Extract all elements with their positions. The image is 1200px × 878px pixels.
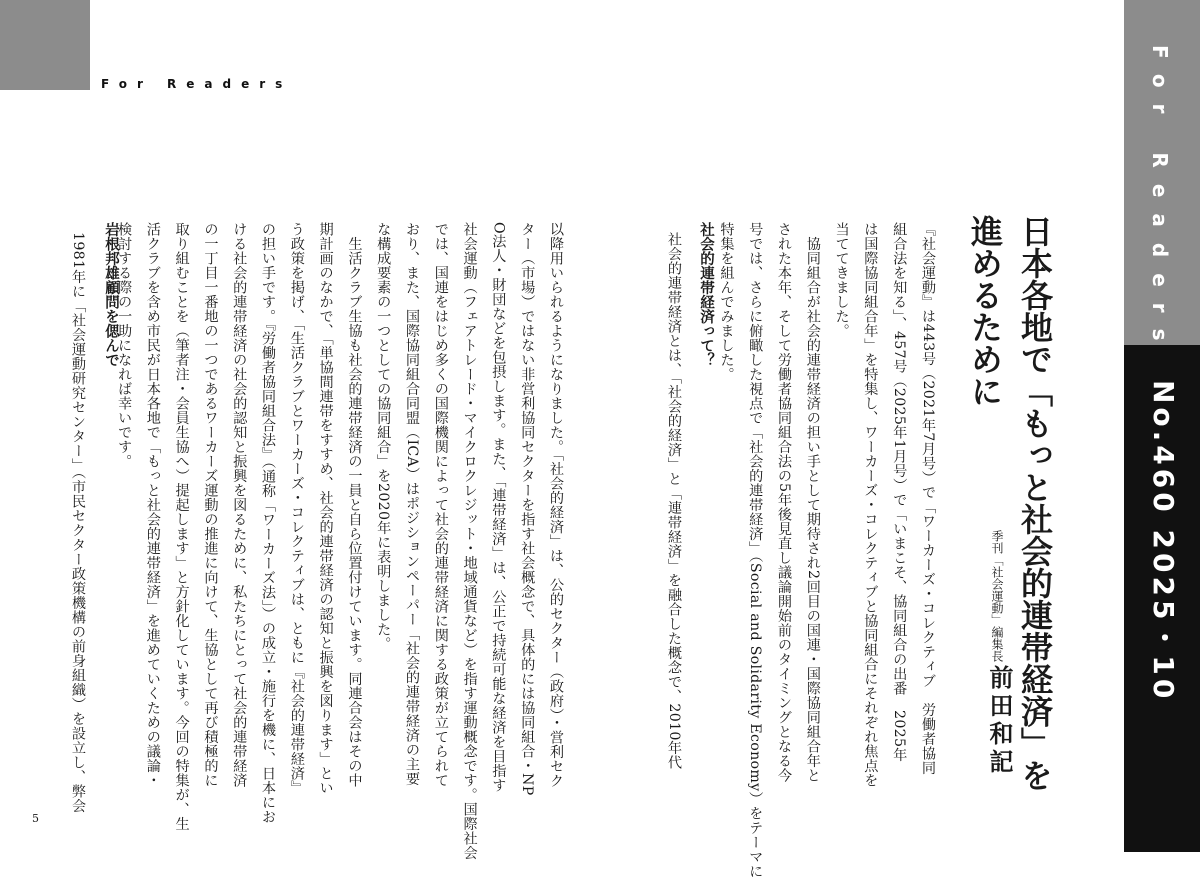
editor-role: 季刊「社会運動」編集長 bbox=[990, 530, 1004, 662]
text-line: された本年、そして労働者協同組合法の5年後見直し議論開始前のタイミングとなる今 bbox=[776, 222, 793, 783]
text-line: では、国連をはじめ多くの国際機関によって社会的連帯経済に関する政策が立てられて bbox=[432, 222, 449, 788]
text-line: ける社会的連帯経済の社会的認知と振興を図るために、私たちにとって社会的連帯経済 bbox=[231, 222, 248, 788]
title-line: 日本各地で「もっと社会的連帯経済」を bbox=[1016, 215, 1054, 791]
text-line: の一丁目一番地の一つであるワーカーズ運動の推進に向けて、生協として再び積極的に bbox=[202, 222, 219, 788]
header-gray-block bbox=[0, 0, 90, 90]
text-line: 生活クラブ生協も社会的連帯経済の一員と自ら位置付けています。同連合会はその中 bbox=[346, 222, 363, 788]
text-line: 『社会運動』は443号（2021年7月号）で「ワーカーズ・コレクティブ 労働者協同 bbox=[920, 222, 936, 776]
section-heading: 社会的連帯経済って？ bbox=[698, 222, 714, 367]
text-line: う政策を掲げ、「生活クラブとワーカーズ・コレクティブは、ともに『社会的連帯経済』 bbox=[288, 222, 305, 795]
text-line: な構成要素の一つとしての協同組合」を2020年に表明しました。 bbox=[375, 222, 392, 651]
section-heading: 岩根邦雄顧問を偲んで bbox=[103, 222, 119, 367]
text-line: 活クラブを含め市民が日本各地で「もっと社会的連帯経済」を進めていくための議論・ bbox=[144, 222, 161, 788]
text-line: 社会運動（フェアトレード・マイクロクレジット・地域通貨など）を指す運動概念です。国際社会 bbox=[461, 222, 478, 860]
text-line: 検討する際の一助になれば幸いです。 bbox=[116, 222, 133, 469]
text-line: 以降用いられるようになりました。「社会的経済」は、公的セクター（政府）・営利セク bbox=[548, 222, 564, 788]
text-line: 取り組むことを（筆者注・会員生協へ）提起します」と方針化しています。今回の特集が、生 bbox=[173, 222, 190, 831]
text-line: O法人・財団などを包摂します。また、「連帯経済」は、公正で持続可能な経済を目指す bbox=[490, 222, 507, 793]
title-line: 進めるために bbox=[966, 215, 1004, 407]
section-text bbox=[109, 222, 570, 860]
side-section-label: For Readers bbox=[1148, 45, 1172, 357]
page-number: 5 bbox=[32, 812, 39, 825]
text-line: の担い手です。『労働者協同組合法』（通称「ワーカーズ法」）の成立・施行を機に、日本にお bbox=[260, 222, 277, 825]
text-line: 特集を組んでみました。 bbox=[718, 222, 735, 382]
section-label: For Readers bbox=[101, 77, 293, 91]
issue-number: No.460 2025・10 bbox=[1147, 380, 1180, 703]
section-text bbox=[63, 232, 92, 814]
text-line: 1981年に「社会運動研究センター」（市民セクター政策機構の前身組織）を設立し、弊会 bbox=[70, 232, 86, 814]
section-text bbox=[659, 232, 688, 802]
text-line: 組合法を知る」、457号（2025年1月号）で「いまこそ、協同組合の出番 2025年 bbox=[891, 222, 908, 762]
editor-name: 前田和記 bbox=[985, 665, 1013, 777]
text-line: おり、また、国際協同組合同盟（ICA）はポジションペーパー「社会的連帯経済の主要 bbox=[404, 222, 421, 787]
text-line: は国際協同組合年」を特集し、ワーカーズ・コレクティブと協同組合にそれぞれ焦点を bbox=[862, 222, 879, 788]
text-line: 協同組合が社会的連帯経済の担い手として期待され2回目の国連・国際協同組合年と bbox=[804, 222, 821, 783]
text-line: 期計画のなかで、「単協間連帯をすすめ、社会的連帯経済の認知と振興を図ります」とい bbox=[317, 222, 334, 795]
text-line: 当ててきました。 bbox=[833, 222, 850, 338]
text-line: 号では、さらに俯瞰した視点で「社会的連帯経済」（Social and Solidarity Economy）をテーマに bbox=[747, 222, 764, 878]
intro-text bbox=[712, 222, 942, 878]
text-line: 社会的連帯経済とは、「社会的経済」と「連帯経済」を融合した概念で、2010年代 bbox=[666, 232, 682, 770]
text-line: ター（市場）ではない非営利協同セクターを指す社会概念で、具体的には協同組合・NP bbox=[519, 222, 536, 796]
